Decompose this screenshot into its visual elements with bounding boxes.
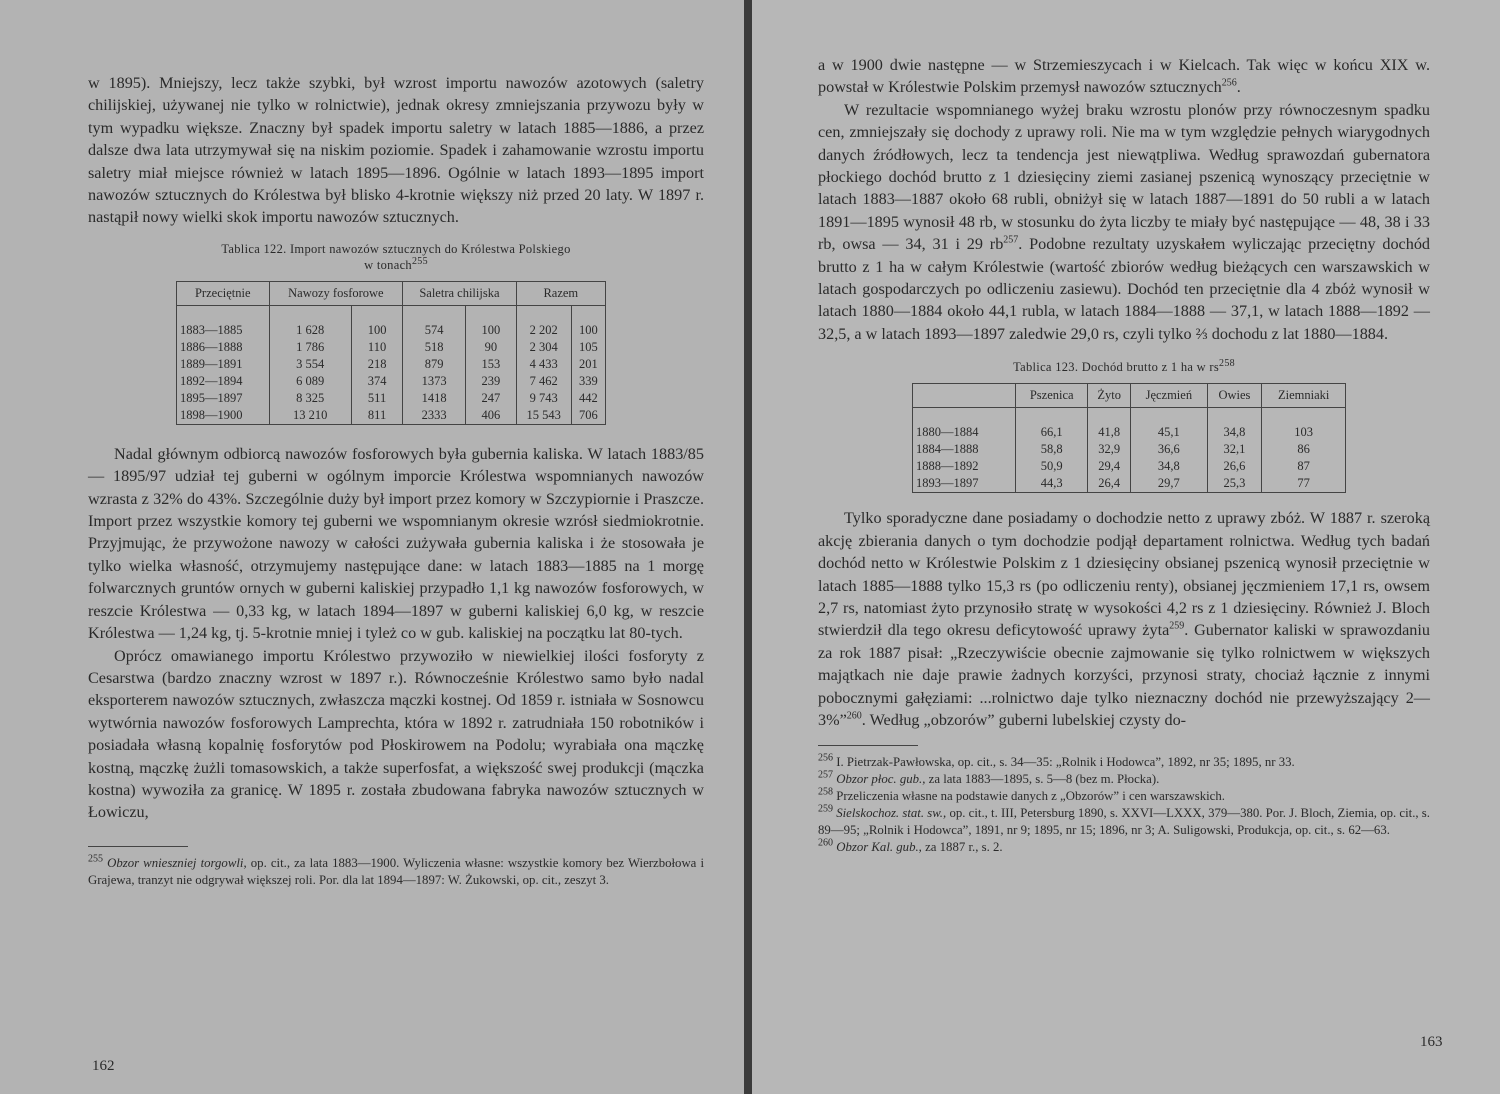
table-row: [177, 390, 606, 407]
value-cell: 9 743: [516, 390, 571, 407]
col-header-total: Razem: [516, 281, 605, 305]
footnote-number: 259: [818, 804, 833, 816]
value-cell: 879: [403, 356, 466, 373]
table-row: [177, 339, 606, 356]
page-number: 163: [1420, 1034, 1443, 1050]
value-cell: 2 304: [516, 339, 571, 356]
table-spacer-row: [913, 408, 1346, 425]
spacer-cell: [269, 305, 351, 322]
footnote-title: Sielskochoz. stat. sw.,: [836, 806, 947, 821]
table-122-body: [177, 305, 606, 424]
period-cell: 1888—1892: [913, 458, 1016, 475]
table-122-caption: [88, 241, 704, 273]
footnote-title: Obzor płoc. gub.,: [836, 772, 926, 787]
col-header-crop: Żyto: [1088, 384, 1131, 408]
caption-unit: w tonach: [364, 257, 412, 272]
value-cell: 706: [571, 407, 605, 425]
value-cell: 574: [403, 322, 466, 339]
value-cell: 1418: [403, 390, 466, 407]
value-cell: 26,6: [1207, 458, 1262, 475]
footnote-260: [818, 839, 1430, 856]
table-123-header: [913, 384, 1346, 408]
value-cell: 247: [466, 390, 517, 407]
period-cell: 1884—1888: [913, 441, 1016, 458]
value-cell: 66,1: [1016, 424, 1088, 441]
footnote-ref: 256: [1221, 78, 1237, 90]
footnote-number: 257: [818, 770, 833, 782]
footnote-number: 255: [88, 853, 103, 865]
value-cell: 4 433: [516, 356, 571, 373]
value-cell: 90: [466, 339, 517, 356]
value-cell: 374: [351, 373, 402, 390]
table-123: [912, 383, 1346, 493]
table-row: [177, 322, 606, 339]
text: . Według „obzorów” guberni lubelskiej czysty do-: [861, 710, 1187, 729]
table-122-caption-line-1: Tablica 122. Import nawozów sztucznych do Królestwa Polskiego: [221, 241, 571, 256]
value-cell: 45,1: [1131, 424, 1207, 441]
value-cell: 105: [571, 339, 605, 356]
footnote-257: [818, 771, 1430, 788]
value-cell: 3 554: [269, 356, 351, 373]
value-cell: 32,1: [1207, 441, 1262, 458]
value-cell: 8 325: [269, 390, 351, 407]
footnote-ref: 258: [1219, 358, 1235, 370]
table-122-caption-line-2: [88, 257, 704, 273]
paragraph-3: Oprócz omawianego importu Królestwo przywoziło w niewielkiej ilości fosforyty z Cesarstwa (bardzo znaczny wzrost w 1897 r.). Równocześnie Królestwo samo było nadal eksporterem nawozów sztucznych, zwłaszcza mączki kostnej. Od 1859 r. istniała w Sosnowcu wytwórnia nawozów fosforowych Lamprechta, która w 1892 r. zatrudniała 150 robotników i posiadała własną kopalnię fosforytów pod Płoskirowem na Podolu; wyrabiała ona mączkę kostną, mączkę żużli tomasowskich, a także superfosfat, a większość swej produkcji (mączka kostna) wywoziła za granicę. W 1895 r. została zbudowana fabryka nawozów sztucznych w Łowiczu,: [88, 646, 704, 822]
period-cell: 1889—1891: [177, 356, 270, 373]
spacer-cell: [1016, 408, 1088, 425]
col-header-phosphate: Nawozy fosforowe: [269, 281, 403, 305]
footnote-text: I. Pietrzak-Pawłowska, op. cit., s. 34—35: „Rolnik i Hodowca”, 1892, nr 35; 1895, nr 33.: [836, 755, 1295, 770]
value-cell: 339: [571, 373, 605, 390]
table-123-caption: [818, 359, 1430, 375]
value-cell: 15 543: [516, 407, 571, 425]
value-cell: 811: [351, 407, 402, 425]
value-cell: 6 089: [269, 373, 351, 390]
value-cell: 29,4: [1088, 458, 1131, 475]
value-cell: 2333: [403, 407, 466, 425]
period-cell: 1898—1900: [177, 407, 270, 425]
right-page: [752, 0, 1500, 1094]
spacer-cell: [351, 305, 402, 322]
table-row: [913, 424, 1346, 441]
spacer-cell: [466, 305, 517, 322]
footnote-256: [818, 754, 1430, 771]
spacer-cell: [403, 305, 466, 322]
table-row: [913, 475, 1346, 493]
spacer-cell: [1262, 408, 1346, 425]
text: . Podobne rezultaty uzyskałem wyliczając przeciętny dochód brutto z 1 ha w całym Królestwie (wartość zbiorów według bieżących cen warszawskich w latach gospodarczych po odliczeniu zasiewu). Dochód ten przeciętnie dla 4 zbóż wynosił w latach 1880—1884 około 44,1 rubla, w latach 1884—1888 — 37,1, w latach 1888—1892 — 32,5, a w latach 1893—1897 zaledwie 29,0 rs, czyli tylko ⅔ dochodu z lat 1880—1884.: [818, 235, 1431, 343]
paragraph-3: [818, 507, 1430, 731]
footnote-255: [88, 855, 704, 889]
paragraph-1: w 1895). Mniejszy, lecz także szybki, był wzrost importu nawozów azotowych (saletry chilijskiej, używanej nie tylko w rolnictwie), jednak okresy zmniejszania przywozu były w tym wypadku większe. Znaczny był spadek importu saletry w latach 1885—1886, a przez dalsze dwa lata utrzymywał się na niskim poziomie. Spadek i zahamowanie wzrostu importu saletry miał miejsce również w latach 1895—1896. Ogólnie w latach 1893—1895 import nawozów sztucznych do Królestwa był blisko 4-krotnie większy niż przed 20 laty. W 1897 r. nastąpił nowy wielki skok importu nawozów sztucznych.: [88, 74, 704, 227]
table-123-body: [913, 408, 1346, 493]
period-cell: 1880—1884: [913, 424, 1016, 441]
value-cell: 86: [1262, 441, 1346, 458]
spacer-cell: [913, 408, 1016, 425]
value-cell: 201: [571, 356, 605, 373]
footnote-number: 256: [818, 753, 833, 765]
value-cell: 1 786: [269, 339, 351, 356]
paragraph-2: Nadal głównym odbiorcą nawozów fosforowych była gubernia kaliska. W latach 1883/85 — 1895/97 udział tej guberni w ogólnym imporcie Królestwa wspomnianych nawozów wzrasta z 32% do 43%. Szczególnie duży był import przez komory w Szczypiornie i Praszcze. Import przez wszystkie komory tej guberni we wspomnianym okresie wzrósł siedmiokrotnie. Przyjmując, że przywożone nawozy w całości zużywała gubernia kaliska i że stosowała je tylko wielka własność, otrzymujemy następujące dane: w latach 1883—1885 na 1 morgę folwarcznych gruntów ornych w guberni kaliskiej przypadło 1,1 kg nawozów fosforowych, w reszcie Królestwa — 0,33 kg, w latach 1894—1897 w guberni kaliskiej 6,0 kg, w reszcie Królestwa — 1,24 kg, tj. 5-krotnie mniej i tyleż co w gub. kaliskiej na początku lat 80-tych.: [88, 444, 704, 643]
col-header-period: Przeciętnie: [177, 281, 270, 305]
spacer-cell: [1207, 408, 1262, 425]
col-header-crop: Owies: [1207, 384, 1262, 408]
footnote-number: 258: [818, 787, 833, 799]
col-header-crop: Ziemniaki: [1262, 384, 1346, 408]
spacer-cell: [571, 305, 605, 322]
table-row: [177, 356, 606, 373]
table-row: [177, 407, 606, 425]
value-cell: 32,9: [1088, 441, 1131, 458]
footnote-ref: 255: [411, 255, 428, 267]
text: . Gubernator kaliski w sprawozdaniu za rok 1887 pisał: „Rzeczywiście obecnie zajmowanie się tylko rolnictwem w większych majątkach nie daje prawie żadnych korzyści, przynosi straty, chociaż łącznie z innymi pobocznymi gałęziami: ...rolnictwo daje tylko nieznaczny dochód nie przewyższający 2—3%”: [818, 621, 1430, 729]
text: W rezultacie wspomnianego wyżej braku wzrostu plonów przy równoczesnym spadku cen, zmniejszały się dochody z uprawy roli. Nie ma w tym względzie pełnych wiarygodnych danych źródłowych, lecz ta tendencja jest niewątpliwa. Według sprawozdań gubernatora płockiego dochód brutto z 1 dziesięciny ziemi zasianej pszenicą wynoszący przeciętnie w latach 1883—1887 około 68 rubli, obniżył się w latach 1887—1891 do 50 rubli a w latach 1891—1895 wynosił 48 rb, w stosunku do żyta liczby te miały być następujące — 48, 38 i 33 rb, owsa — 34, 31 i 29 rb: [818, 100, 1430, 254]
table-spacer-row: [177, 305, 606, 322]
footnote-text: op. cit., t. III, Petersburg 1890, s. XXVI—LXXX, 379—380. Por. J. Bloch, Ziemia, op. cit., s. 89—95; „Rolnik i Hodowca”, 1891, nr 9; 1895, nr 15; 1896, nr 3; A. Suligowski, Produkcja, op. cit., s. 62—63.: [818, 806, 1430, 838]
period-cell: 1886—1888: [177, 339, 270, 356]
footnote-rule: [88, 846, 188, 847]
footnote-title: Obzor Kal. gub.,: [836, 840, 922, 855]
text: a w 1900 dwie następne — w Strzemieszycach i w Kielcach. Tak więc w końcu XIX w. powstał w Królestwie Polskim przemysł nawozów sztucznych: [818, 56, 1430, 97]
paragraph-1: a w 1900 dwie następne — w Strzemieszycach i w Kielcach. Tak więc w końcu XIX w. powstał w Królestwie Polskim przemysł nawozów sztucznych$^{256}$.: [818, 56, 1430, 97]
col-header-crop: Pszenica: [1016, 384, 1088, 408]
table-row: [913, 441, 1346, 458]
value-cell: 442: [571, 390, 605, 407]
value-cell: 153: [466, 356, 517, 373]
value-cell: 100: [571, 322, 605, 339]
paragraph-2: [818, 99, 1430, 345]
value-cell: 41,8: [1088, 424, 1131, 441]
period-cell: 1892—1894: [177, 373, 270, 390]
footnote-text: Przeliczenia własne na podstawie danych z „Obzorów” i cen warszawskich.: [836, 789, 1225, 804]
value-cell: 77: [1262, 475, 1346, 493]
col-header-crop: Jęczmień: [1131, 384, 1207, 408]
footnote-text: za 1887 r., s. 2.: [925, 840, 1003, 855]
value-cell: 103: [1262, 424, 1346, 441]
spacer-cell: [1088, 408, 1131, 425]
value-cell: 1373: [403, 373, 466, 390]
value-cell: 218: [351, 356, 402, 373]
footnote-ref: 259: [1169, 620, 1185, 632]
value-cell: 34,8: [1131, 458, 1207, 475]
caption-text: Tablica 123. Dochód brutto z 1 ha w rs: [1013, 360, 1220, 375]
value-cell: 100: [466, 322, 517, 339]
footnote-text: op. cit., za lata 1883—1900. Wyliczenia własne: wszystkie komory bez Wierzbołowa i Grajewa, tranzyt nie odgrywał większej roli. Por. dla lat 1894—1897: W. Żukowski, op. cit., zeszyt 3.: [88, 855, 705, 887]
table-row: [177, 373, 606, 390]
value-cell: 1 628: [269, 322, 351, 339]
value-cell: 100: [351, 322, 402, 339]
text: Tylko sporadyczne dane posiadamy o dochodzie netto z uprawy zbóż. W 1887 r. szeroką akcję zbierania danych o tym dochodzie podjął departament rolnictwa. Według tych badań dochód netto w Królestwie Polskim z 1 dziesięciny obsianej pszenicą wynosił przeciętnie w latach 1885—1888 tylko 15,3 rs (po odliczeniu renty), obsianej jęczmieniem 17,1 rs, owsem 2,7 rs, natomiast żyto przynosiło stratę w wysokości 4,2 rs z 1 dziesięciny. Również J. Bloch stwierdził dla tego okresu deficytowość uprawy żyta: [818, 509, 1430, 640]
period-cell: 1883—1885: [177, 322, 270, 339]
footnote-259: [818, 805, 1430, 839]
value-cell: 518: [403, 339, 466, 356]
footnote-ref: 257: [1003, 234, 1019, 246]
footnote-ref: 260: [846, 710, 862, 722]
spacer-cell: [177, 305, 270, 322]
value-cell: 13 210: [269, 407, 351, 425]
table-row: [913, 458, 1346, 475]
value-cell: 511: [351, 390, 402, 407]
col-header-period: [913, 384, 1016, 408]
footnote-text: za lata 1883—1895, s. 5—8 (bez m. Płocka).: [928, 772, 1160, 787]
left-page: [0, 0, 744, 1094]
value-cell: 87: [1262, 458, 1346, 475]
value-cell: 7 462: [516, 373, 571, 390]
value-cell: 29,7: [1131, 475, 1207, 493]
page-number: 162: [92, 1058, 115, 1074]
value-cell: 25,3: [1207, 475, 1262, 493]
table-122: [176, 281, 606, 425]
value-cell: 36,6: [1131, 441, 1207, 458]
value-cell: 34,8: [1207, 424, 1262, 441]
footnote-rule: [818, 745, 918, 746]
value-cell: 58,8: [1016, 441, 1088, 458]
value-cell: 2 202: [516, 322, 571, 339]
gutter: [744, 0, 752, 1094]
spacer-cell: [516, 305, 571, 322]
value-cell: 50,9: [1016, 458, 1088, 475]
value-cell: 406: [466, 407, 517, 425]
footnote-number: 260: [818, 838, 833, 850]
spacer-cell: [1131, 408, 1207, 425]
value-cell: 26,4: [1088, 475, 1131, 493]
value-cell: 110: [351, 339, 402, 356]
footnote-258: [818, 788, 1430, 805]
period-cell: 1895—1897: [177, 390, 270, 407]
footnote-title: Obzor wnieszniej torgowli,: [107, 855, 247, 870]
value-cell: 239: [466, 373, 517, 390]
col-header-saltpeter: Saletra chilijska: [403, 281, 516, 305]
value-cell: 44,3: [1016, 475, 1088, 493]
period-cell: 1893—1897: [913, 475, 1016, 493]
